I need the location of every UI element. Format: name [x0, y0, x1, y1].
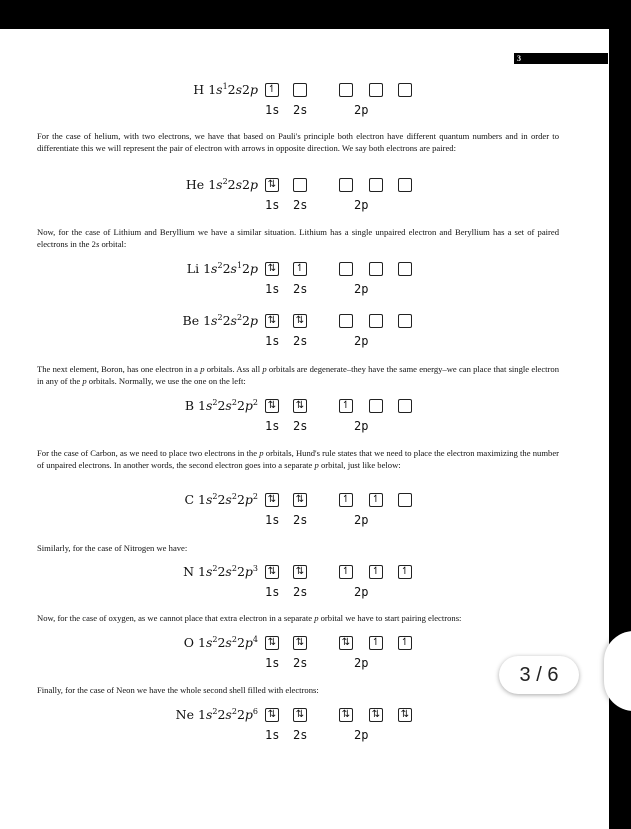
orbital-box: ↿ — [293, 262, 307, 276]
page-indicator: 3 / 6 — [499, 656, 579, 694]
orbital-box: ↿ — [398, 636, 412, 650]
element-symbol: B — [184, 398, 195, 413]
orbital-term: $1s^2$ — [198, 492, 218, 507]
orbital-term: 2s — [227, 177, 243, 192]
orbital-term: 2p — [242, 313, 258, 328]
element-symbol: Li — [186, 261, 200, 276]
paragraph-neon: Finally, for the case of Neon we have the whole second shell filled with electrons: — [37, 685, 319, 695]
element-symbol: Ne — [175, 707, 195, 722]
orbital-label-p2: 2p — [354, 103, 369, 117]
orbital-label-s1: 1s — [265, 419, 280, 433]
config-formula-n — [183, 564, 258, 579]
element-symbol: He — [185, 177, 205, 192]
orbital-term: $1s^2$ — [203, 313, 223, 328]
orbital-term: $2p^6$ — [236, 707, 258, 722]
orbital-box: ↿ — [369, 565, 383, 579]
orbital-term: $2s^1$ — [222, 261, 243, 276]
orbital-box — [398, 314, 412, 328]
orbital-term: 2s — [227, 82, 243, 97]
orbital-box — [339, 83, 353, 97]
config-formula-h — [193, 82, 258, 97]
paragraph-boron: The next element, Boron, has one electron in a p orbitals. Ass all p orbitals are degenerate–they have the same energy–we can place that single electron in any of the p orbitals. Normally, we use the one on the left: — [37, 364, 560, 386]
orbital-label-p2: 2p — [354, 585, 369, 599]
orbital-box: ⇅ — [293, 493, 307, 507]
orbital-label-s2: 2s — [293, 419, 308, 433]
orbital-label-s2: 2s — [293, 103, 308, 117]
orbital-box — [339, 314, 353, 328]
orbital-label-s1: 1s — [265, 728, 280, 742]
config-formula-b — [185, 398, 258, 413]
orbital-label-s2: 2s — [293, 513, 308, 527]
orbital-box: ↿ — [369, 636, 383, 650]
orbital-box: ⇅ — [398, 708, 412, 722]
orbital-term: $2s^2$ — [217, 707, 237, 722]
orbital-term: $1s^2$ — [198, 635, 218, 650]
paragraph-helium: For the case of helium, with two electrons, we have that based on Pauli's principle both electron have different quantum numbers and in order to differentiate this we will represent the pair of electron with arrows in opposite direction. We say both electrons are paired: — [37, 131, 559, 153]
orbital-box: ↿ — [265, 83, 279, 97]
orbital-term: $2s^2$ — [217, 398, 237, 413]
orbital-box: ⇅ — [265, 314, 279, 328]
orbital-label-s1: 1s — [265, 103, 280, 117]
orbital-label-s2: 2s — [293, 585, 308, 599]
paragraph-nitrogen: Similarly, for the case of Nitrogen we have: — [37, 543, 188, 553]
config-formula-c — [184, 492, 258, 507]
orbital-box: ⇅ — [265, 178, 279, 192]
orbital-box — [369, 399, 383, 413]
orbital-term: $1s^2$ — [203, 261, 223, 276]
orbital-box — [293, 83, 307, 97]
page-number: 3 — [514, 53, 608, 64]
paragraph-lithium-beryllium: Now, for the case of Lithium and Beryllium we have a similar situation. Lithium has a single unpaired electron and Beryllium has a set of paired electrons in the 2s orbital: — [37, 227, 559, 249]
orbital-term: $2p^2$ — [236, 398, 258, 413]
orbital-box: ⇅ — [339, 636, 353, 650]
orbital-label-p2: 2p — [354, 656, 369, 670]
orbital-box — [369, 83, 383, 97]
orbital-label-p2: 2p — [354, 513, 369, 527]
config-formula-he — [186, 177, 258, 192]
orbital-label-s2: 2s — [293, 198, 308, 212]
orbital-box: ↿ — [398, 565, 412, 579]
paragraph-carbon: For the case of Carbon, as we need to place two electrons in the p orbitals, Hund's rule states that we need to place the electron maximizing the number of unpaired electrons. In another words, the second electron goes into a separate p orbital, just like below: — [37, 448, 559, 470]
orbital-box: ↿ — [339, 493, 353, 507]
orbital-label-s1: 1s — [265, 585, 280, 599]
element-symbol: H — [193, 82, 205, 97]
orbital-box: ⇅ — [265, 262, 279, 276]
orbital-box: ⇅ — [369, 708, 383, 722]
element-symbol: N — [183, 564, 195, 579]
orbital-box: ↿ — [369, 493, 383, 507]
orbital-box — [398, 493, 412, 507]
orbital-box — [369, 178, 383, 192]
orbital-term: $1s^2$ — [198, 398, 218, 413]
orbital-term: $2p^2$ — [236, 492, 258, 507]
orbital-box: ⇅ — [293, 636, 307, 650]
element-symbol: C — [184, 492, 195, 507]
orbital-label-s1: 1s — [265, 198, 280, 212]
orbital-label-s2: 2s — [293, 282, 308, 296]
orbital-label-p2: 2p — [354, 419, 369, 433]
orbital-box: ⇅ — [293, 708, 307, 722]
orbital-box: ⇅ — [265, 493, 279, 507]
orbital-term: $2s^2$ — [217, 564, 237, 579]
orbital-term: $2s^2$ — [222, 313, 243, 328]
config-formula-ne — [176, 707, 258, 722]
orbital-box: ⇅ — [265, 399, 279, 413]
orbital-box — [398, 83, 412, 97]
orbital-box — [398, 262, 412, 276]
orbital-term: $1s^2$ — [198, 564, 218, 579]
orbital-label-s1: 1s — [265, 334, 280, 348]
orbital-box — [339, 178, 353, 192]
element-symbol: Be — [182, 313, 200, 328]
element-symbol: O — [183, 635, 195, 650]
orbital-term: $1s^2$ — [198, 707, 218, 722]
orbital-box — [369, 262, 383, 276]
orbital-label-s1: 1s — [265, 513, 280, 527]
orbital-term: 2p — [242, 261, 258, 276]
orbital-term: $2p^3$ — [236, 564, 258, 579]
orbital-label-p2: 2p — [354, 282, 369, 296]
orbital-term: $2s^2$ — [217, 492, 237, 507]
orbital-label-s2: 2s — [293, 656, 308, 670]
orbital-box — [339, 262, 353, 276]
orbital-label-s2: 2s — [293, 728, 308, 742]
orbital-box: ↿ — [339, 399, 353, 413]
orbital-term: $1s^2$ — [208, 177, 228, 192]
orbital-label-s1: 1s — [265, 282, 280, 296]
orbital-label-p2: 2p — [354, 198, 369, 212]
paragraph-oxygen: Now, for the case of oxygen, as we cannot place that extra electron in a separate p orbital we have to start pairing electrons: — [37, 613, 462, 623]
orbital-term: $2p^4$ — [236, 635, 258, 650]
orbital-box: ↿ — [339, 565, 353, 579]
orbital-box: ⇅ — [293, 314, 307, 328]
orbital-term: $2s^2$ — [217, 635, 237, 650]
orbital-box: ⇅ — [293, 565, 307, 579]
orbital-term: 2p — [242, 177, 258, 192]
orbital-term: 2p — [242, 82, 258, 97]
config-formula-be — [183, 313, 258, 328]
orbital-box: ⇅ — [293, 399, 307, 413]
orbital-box: ⇅ — [265, 708, 279, 722]
config-formula-o — [184, 635, 258, 650]
orbital-box — [293, 178, 307, 192]
orbital-label-s1: 1s — [265, 656, 280, 670]
orbital-box: ⇅ — [339, 708, 353, 722]
orbital-label-p2: 2p — [354, 334, 369, 348]
config-formula-li — [187, 261, 258, 276]
orbital-term: $1s^1$ — [208, 82, 228, 97]
orbital-box: ⇅ — [265, 636, 279, 650]
orbital-box: ⇅ — [265, 565, 279, 579]
orbital-label-s2: 2s — [293, 334, 308, 348]
orbital-label-p2: 2p — [354, 728, 369, 742]
orbital-box — [369, 314, 383, 328]
orbital-box — [398, 399, 412, 413]
orbital-box — [398, 178, 412, 192]
